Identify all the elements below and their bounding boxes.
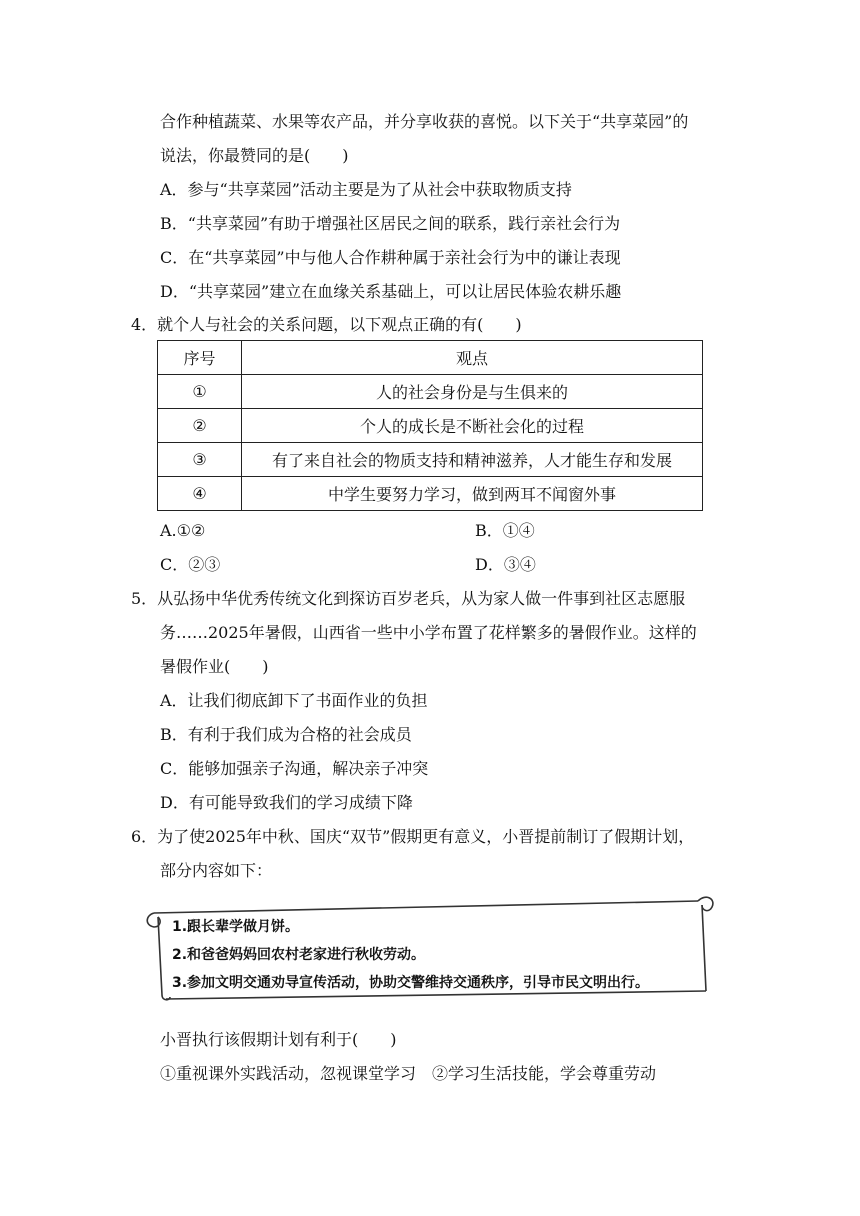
q3-stem-line1: 合作种植蔬菜、水果等农产品，并分享收获的喜悦。以下关于“共享菜园”的 (160, 112, 689, 131)
table-row (158, 477, 703, 511)
table-cell-number: ② (158, 409, 242, 443)
q5-option-a: A．让我们彻底卸下了书面作业的负担 (160, 691, 428, 710)
plan-item-2: 2.和爸爸妈妈回农村老家进行秋收劳动。 (172, 947, 426, 963)
q6-question: 小晋执行该假期计划有利于( ) (160, 1030, 397, 1049)
table-header-number: 序号 (158, 341, 242, 375)
q6-stem-line1: 6．为了使2025年中秋、国庆“双节”假期更有意义，小晋提前制订了假期计划， (131, 827, 695, 846)
table-row (158, 375, 703, 409)
q5-stem-line3: 暑假作业( ) (160, 657, 269, 676)
table-row (158, 409, 703, 443)
q4-option-d: D．③④ (475, 555, 536, 574)
table-header-viewpoint: 观点 (242, 341, 703, 375)
plan-item-1: 1.跟长辈学做月饼。 (172, 919, 300, 935)
table-row (158, 443, 703, 477)
plan-item-3: 3.参加文明交通劝导宣传活动，协助交警维持交通秩序，引导市民文明出行。 (172, 975, 650, 991)
q6-stem-line2: 部分内容如下： (160, 861, 273, 880)
q6-choices-line: ①重视课外实践活动，忽视课堂学习 ②学习生活技能，学会尊重劳动 (160, 1064, 657, 1083)
table-cell-number: ③ (158, 443, 242, 477)
q5-option-c: C．能够加强亲子沟通，解决亲子冲突 (160, 759, 429, 778)
q4-option-c: C．②③ (160, 555, 221, 574)
table-cell-viewpoint: 中学生要努力学习，做到两耳不闻窗外事 (242, 477, 703, 511)
q3-option-a: A．参与“共享菜园”活动主要是为了从社会中获取物质支持 (160, 180, 572, 199)
q4-stem: 4．就个人与社会的关系问题，以下观点正确的有( ) (131, 315, 522, 334)
table-cell-viewpoint: 有了来自社会的物质支持和精神滋养，人才能生存和发展 (242, 443, 703, 477)
q5-stem-line2: 务……2025年暑假，山西省一些中小学布置了花样繁多的暑假作业。这样的 (160, 623, 697, 642)
table-cell-number: ① (158, 375, 242, 409)
q3-option-d: D．“共享菜园”建立在血缘关系基础上，可以让居民体验农耕乐趣 (160, 282, 622, 301)
table-header-row (158, 341, 703, 375)
q3-stem-line2: 说法，你最赞同的是( ) (160, 146, 349, 165)
table-cell-viewpoint: 个人的成长是不断社会化的过程 (242, 409, 703, 443)
q5-option-b: B．有利于我们成为合格的社会成员 (160, 725, 412, 744)
q3-option-c: C．在“共享菜园”中与他人合作耕种属于亲社会行为中的谦让表现 (160, 248, 621, 267)
table-cell-viewpoint: 人的社会身份是与生俱来的 (242, 375, 703, 409)
table-cell-number: ④ (158, 477, 242, 511)
plan-scroll (146, 893, 714, 1003)
q3-option-b: B．“共享菜园”有助于增强社区居民之间的联系，践行亲社会行为 (160, 214, 621, 233)
q5-stem-line1: 5．从弘扬中华优秀传统文化到探访百岁老兵，从为家人做一件事到社区志愿服 (131, 589, 686, 608)
q4-option-b: B．①④ (475, 521, 535, 540)
q4-viewpoint-table (157, 340, 703, 511)
q5-option-d: D．有可能导致我们的学习成绩下降 (160, 793, 413, 812)
q4-option-a: A.①② (160, 521, 206, 540)
